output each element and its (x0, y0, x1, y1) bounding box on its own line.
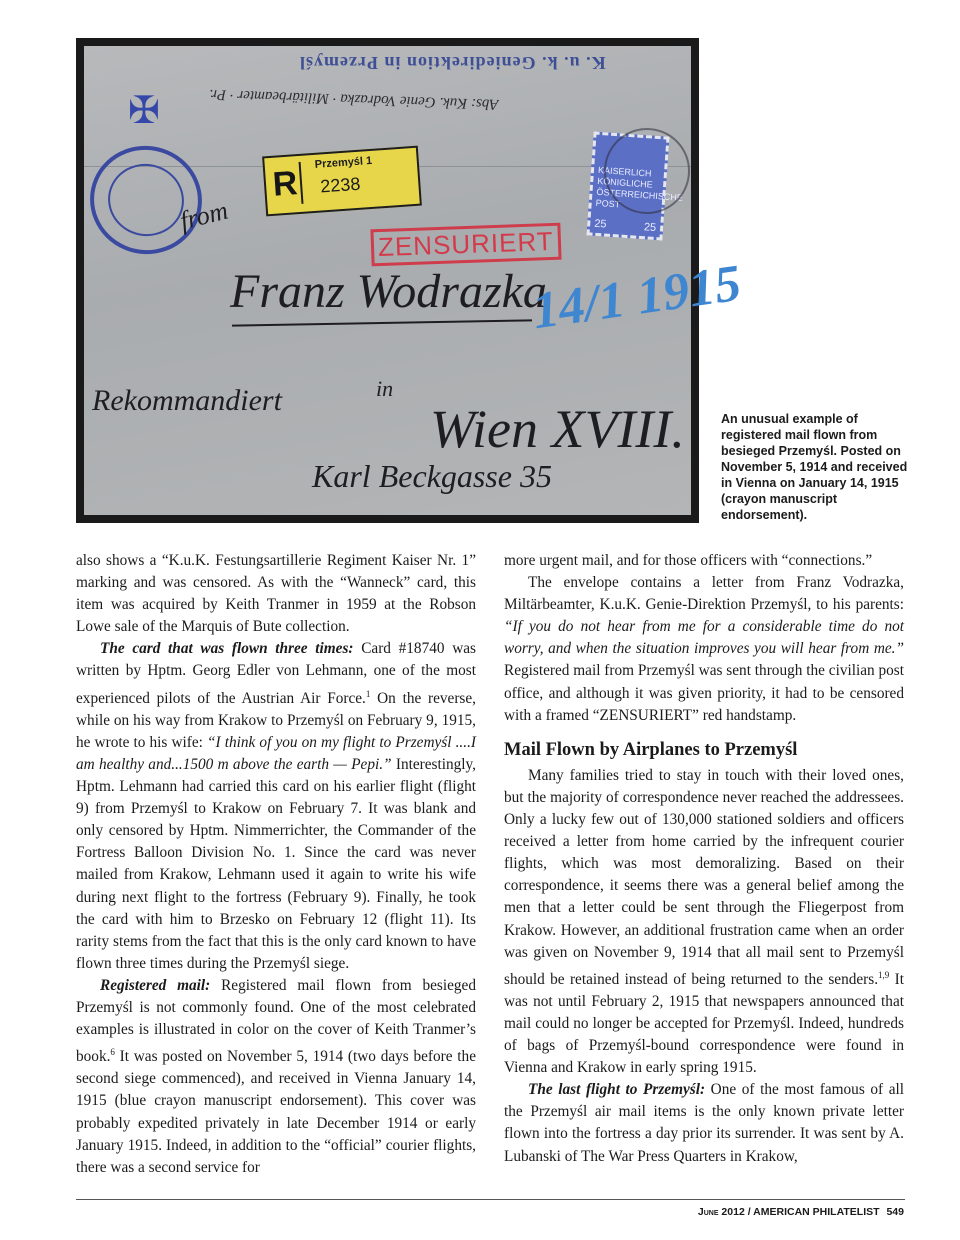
handwriting-from: from (177, 195, 231, 236)
censor-handstamp: ZENSURIERT (370, 223, 561, 267)
footnote-ref: 1 (365, 688, 371, 699)
run-in-heading: Registered mail: (100, 976, 211, 994)
footer-issue: June 2012 / AMERICAN PHILATELIST (697, 1206, 880, 1218)
registration-place: Przemyśl 1 (314, 154, 373, 171)
stamp-text: KAISERLICH KÖNIGLICHE ÖSTERREICHISCHE POST (595, 164, 684, 210)
text-run: It was not until February 2, 1915 that newspapers announced that mail could no longer be accepted for Przemyśl. Indeed, hundreds of bags of Przemyśl-bound correspondence were found in Vienna and Krakow in early spring 1915. (504, 970, 905, 1077)
paragraph: more urgent mail, and for those officers with “connections.” (504, 552, 873, 569)
paragraph (504, 572, 904, 727)
text-run: Registered mail from Przemyśl was sent through the civilian post office, and although it was given priority, it had to be censored with a framed “ZENSURIERT” red handstamp. (504, 662, 904, 724)
text-run: It was posted on November 5, 1914 (two days before the second siege commenced), and received in Vienna January 14, 1915 (blue crayon manuscript endorsement). This cover was probably expedited privately in late December 1914 or early January 1915. Indeed, in addition to the “official” courier flights, there was a second service for (76, 1048, 476, 1176)
footnote-ref: 1,9 (878, 969, 890, 980)
section-heading: Mail Flown by Airplanes to Przemyśl (504, 739, 798, 760)
run-in-heading: The last flight to Przemyśl: (528, 1081, 706, 1099)
paragraph (76, 638, 476, 975)
text-run: One of the most famous of all the Przemyśl air mail items is the only known private letter flown into the fortress a day prior its surrender. It was sent by A. Lubanski of The War Press Quarters in Krakow, (504, 1081, 905, 1165)
text-run: The envelope contains a letter from Franz Vodrazka, Miltärbeamter, K.u.K. Genie-Direktion Przemyśl, to his parents: (504, 574, 904, 614)
running-footer (698, 1206, 904, 1218)
registration-number: 2238 (319, 173, 361, 197)
crayon-date-endorsement: 14/1 1915 (529, 254, 745, 341)
quote: “If you do not hear from me for a considerable time do not worry, and when the situation improves you will hear from me.” (504, 618, 904, 658)
text-run: Card #18740 was written by Hptm. Georg Edler von Lehmann, one of the most experienced pilots of the Austrian Air Force. (76, 640, 477, 707)
cover-photo (76, 38, 745, 523)
page-number: 549 (886, 1206, 904, 1218)
run-in-heading: The card that was flown three times: (100, 640, 354, 658)
registration-label (262, 146, 422, 217)
paragraph: also shows a “K.u.K. Festungsartillerie Regiment Kaiser Nr. 1” marking and was censored. As with the “Wanneck” card, this item was acquired by Keith Tranmer in 1959 at the Robson Lowe sale of the Marquis of Bute collection. (76, 552, 476, 636)
text-run: On the reverse, while on his way from Krakow to Przemyśl on February 9, 1915, he wrote to his wife: (76, 689, 476, 751)
handwriting-underline (232, 319, 532, 326)
footer-rule (76, 1199, 905, 1200)
envelope-image (84, 46, 745, 515)
quote: “I think of you on my flight to Przemyśl ....I am healthy and...1500 m above the earth — Pepi.” (76, 733, 476, 773)
footnote-ref: 6 (110, 1047, 115, 1058)
handwriting-registered: Rekommandiert (92, 384, 282, 417)
text-run: Registered mail flown from besieged Przemyśl is not commonly found. One of the most celebrated examples is illustrated in color on the cover of Keith Tranmer’s book. (76, 976, 476, 1066)
flap-sender-script: Abs: Kuk. Genie Vodrazka · Militärbeamter · Pr. (208, 85, 499, 113)
eagle-icon: ✠ (128, 88, 160, 132)
paragraph (504, 765, 904, 1079)
text-run: Many families tried to stay in touch with their loved ones, but the majority of correspondence never reached the addressees. Only a lucky few out of 130,000 stationed soldiers and officers received a letter from home carried by the infrequent courier flights, which was most demoralizing. Based on their correspondence, it seems there was a general belief among the men that a letter could be sent through the Fliegerpost from Krakow. However, an additional frustration came when an order was given on November 9, 1914 that all mail sent to Przemyśl should be retained instead of being returned to the senders. (504, 766, 904, 988)
registration-letter: R (269, 162, 304, 206)
stamp-value-right: 25 (643, 221, 657, 235)
handwriting-street: Karl Beckgasse 35 (312, 458, 552, 494)
handwriting-city: Wien XVIII. (430, 399, 685, 459)
postmark-circle (604, 128, 690, 214)
left-column (76, 550, 476, 1179)
text-run: Interestingly, Hptm. Lehmann had carried this card on his earlier flight (flight 9) from Przemyśl to Krakow on February 7. It was blank and only censored by Hptm. Nimmerrichter, the Commander of the Fortress Balloon Division No. 1. Since the card was never mailed from Krakow, Lehmann used it again to write his wife during next flight to the fortress (February 9). Finally, he took the card with him to Brzesko on February 12 (flight 11). Its rarity stems from the fact that this is the only card known to have flown three times during the Przemyśl siege. (76, 755, 476, 972)
handwriting-in: in (376, 376, 394, 401)
handwriting-sender-name: Franz Wodrazka (230, 265, 547, 318)
figure-caption: An unusual example of registered mail flown from besieged Przemyśl. Posted on November 5, 1914 and received in Vienna on January 14, 1915 (crayon manuscript endorsement). (721, 412, 908, 522)
paragraph (504, 1079, 904, 1167)
flap-imprint: K. u. k. Geniedirektion in Przemyśl (299, 53, 606, 73)
paragraph (76, 975, 476, 1179)
stamp-value-left: 25 (593, 217, 607, 231)
right-column (504, 550, 904, 1168)
